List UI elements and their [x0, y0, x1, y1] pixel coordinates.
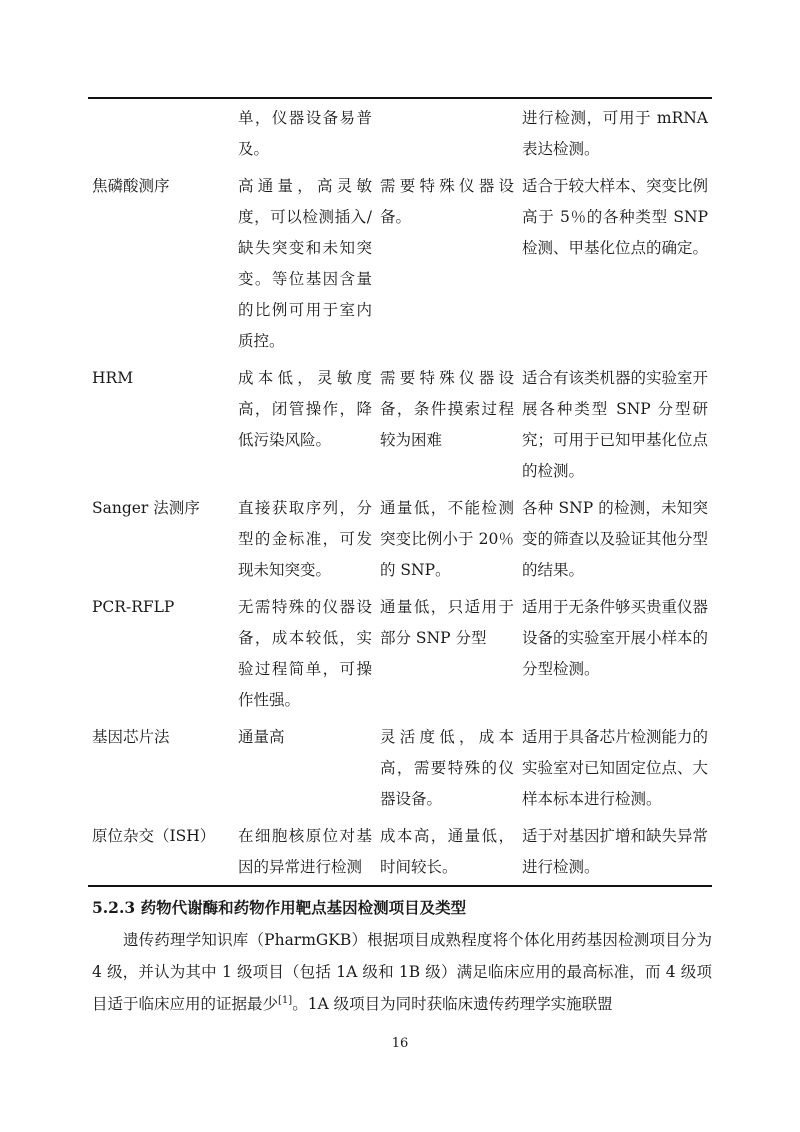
advantages-cell: 单，仪器设备易普及。: [238, 109, 372, 158]
table-row: [88, 98, 712, 167]
table-row: [88, 718, 712, 817]
disadvantages-cell: 成本高，通量低，时间较长。: [380, 827, 514, 876]
applications-cell: 适合于较大样本、突变比例高于 5％的各种类型 SNP 检测、甲基化位点的确定。: [522, 177, 709, 257]
method-cell: Sanger 法测序: [92, 499, 200, 517]
table-row: [88, 817, 712, 886]
applications-cell: 适用于具备芯片检测能力的实验室对已知固定位点、大样本标本进行检测。: [522, 728, 709, 808]
section-heading: [92, 894, 712, 922]
advantages-cell: 无需特殊的仪器设备，成本较低，实验过程简单，可操作性强。: [238, 598, 372, 709]
section-number: 5.2.3: [92, 898, 136, 917]
applications-cell: 适于对基因扩增和缺失异常进行检测。: [522, 827, 709, 876]
body-paragraph: [92, 924, 712, 1020]
detection-methods-table: [88, 97, 712, 887]
table-row: [88, 359, 712, 489]
disadvantages-cell: 需要特殊仪器设备。: [380, 177, 514, 226]
method-cell: HRM: [92, 369, 134, 387]
method-cell: PCR-RFLP: [92, 598, 175, 616]
page-number: 16: [391, 1036, 409, 1051]
disadvantages-cell: 灵活度低，成本高，需要特殊的仪器设备。: [380, 728, 514, 808]
disadvantages-cell: 需要特殊仪器设备，条件摸索过程较为困难: [380, 369, 514, 449]
applications-cell: 适合有该类机器的实验室开展各种类型 SNP 分型研究；可用于已知甲基化位点的检测。: [522, 369, 709, 480]
paragraph-text-continued: 。1A 级项目为同时获临床遗传药理学实施联盟: [292, 995, 613, 1013]
method-cell: [88, 98, 234, 167]
applications-cell: 适用于无条件够买贵重仪器设备的实验室开展小样本的分型检测。: [522, 598, 709, 678]
advantages-cell: 通量高: [238, 728, 285, 746]
advantages-cell: 直接获取序列，分型的金标准，可发现未知突变。: [238, 499, 372, 579]
method-cell: 焦磷酸测序: [92, 177, 170, 195]
advantages-cell: 成本低，灵敏度高，闭管操作，降低污染风险。: [238, 369, 372, 449]
section-title: 药物代谢酶和药物作用靶点基因检测项目及类型: [140, 898, 467, 917]
applications-cell: 进行检测，可用于 mRNA 表达检测。: [522, 109, 708, 158]
disadvantages-cell: [376, 98, 518, 167]
method-cell: 原位杂交（ISH）: [92, 827, 216, 845]
table-row: [88, 167, 712, 359]
applications-cell: 各种 SNP 的检测，未知突变的筛查以及验证其他分型的结果。: [522, 499, 709, 579]
advantages-cell: 在细胞核原位对基因的异常进行检测: [238, 827, 372, 876]
paragraph-text: 遗传药理学知识库（PharmGKB）根据项目成熟程度将个体化用药基因检测项目分为 4 级，并认为其中 1 级项目（包括 1A 级和 1B 级）满足临床应用的最高标准，而 4 级项目适于临床应用的证据最少: [92, 931, 712, 1013]
advantages-cell: 高通量，高灵敏度，可以检测插入/缺失突变和未知突变。等位基因含量的比例可用于室内质控。: [238, 177, 372, 350]
citation-ref[interactable]: [1]: [278, 994, 293, 1006]
disadvantages-cell: 通量低，只适用于部分 SNP 分型: [380, 598, 514, 647]
disadvantages-cell: 通量低，不能检测突变比例小于 20％的 SNP。: [380, 499, 514, 579]
method-cell: 基因芯片法: [92, 728, 170, 746]
table-row: [88, 489, 712, 588]
table-row: [88, 588, 712, 718]
